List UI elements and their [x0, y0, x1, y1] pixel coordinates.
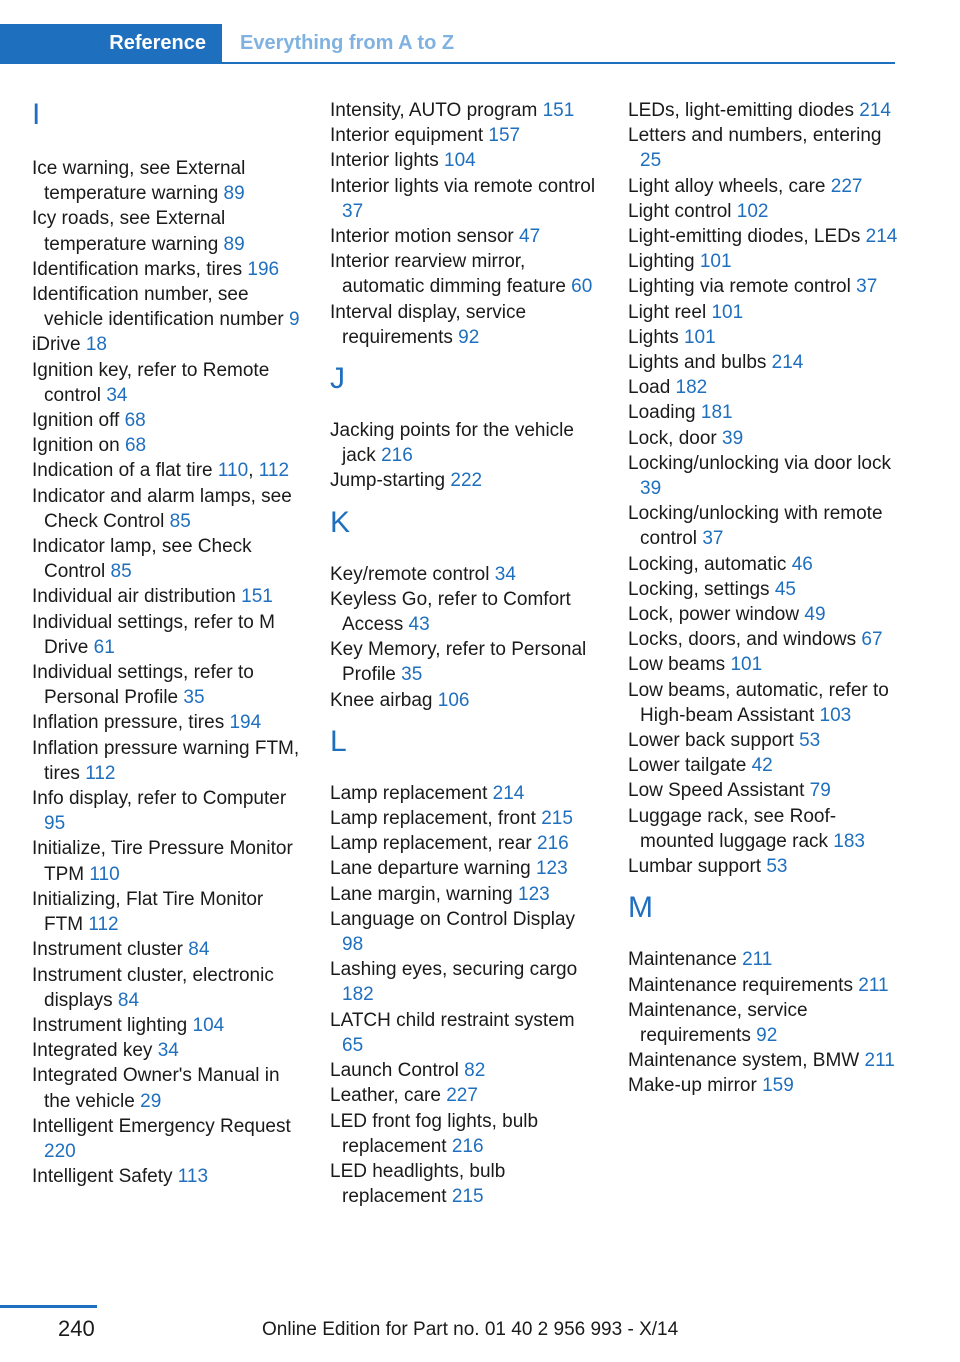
index-entry [330, 856, 600, 881]
index-entry-term: Lamp replacement, rear [330, 833, 537, 855]
index-entry [628, 998, 898, 1048]
index-entry [32, 1164, 302, 1189]
index-entry [330, 562, 600, 587]
page-link[interactable]: 104 [192, 1014, 225, 1036]
index-entry [330, 882, 600, 907]
chapter-tab[interactable] [240, 24, 454, 62]
index-letter-heading: J [330, 362, 345, 396]
index-entry [628, 1073, 898, 1098]
index-entry-term: Leather, care [330, 1085, 447, 1107]
page-link[interactable]: 104 [444, 150, 476, 172]
footer-rule [0, 1305, 97, 1308]
page-link[interactable]: 65 [342, 1034, 364, 1056]
page-link[interactable]: 157 [488, 125, 521, 147]
page-link[interactable]: 39 [640, 478, 662, 500]
page-link[interactable]: 216 [537, 833, 569, 855]
index-entry-term: Lamp replacement [330, 782, 493, 804]
page-link[interactable]: 227 [446, 1085, 478, 1107]
index-entry [628, 400, 898, 425]
page-separator: , [248, 460, 259, 482]
page-link[interactable]: 222 [450, 470, 483, 492]
index-entry-term: Lock, power window [628, 604, 805, 626]
edition-footer: Online Edition for Part no. 01 40 2 956 993 - X/14 [262, 1319, 679, 1340]
index-entry-term: Lumbar support [628, 856, 767, 878]
page-link[interactable]: 151 [241, 586, 273, 608]
page-link[interactable]: 92 [756, 1024, 778, 1046]
page-link[interactable]: 29 [140, 1090, 162, 1112]
index-entry-term: Light reel [628, 301, 712, 323]
index-letter-heading: K [330, 505, 351, 539]
index-entry [330, 907, 600, 957]
index-entry [330, 1109, 600, 1159]
index-entry-term: Interior equipment [330, 125, 489, 147]
index-entry-term: Intelligent Emergency Request [32, 1115, 291, 1137]
index-entry-term: Locking/unlocking via door lock [628, 452, 891, 474]
index-entry [330, 957, 600, 1007]
index-entry [32, 332, 302, 357]
page-link[interactable]: 101 [683, 326, 716, 348]
index-entry-term: Initialize, Tire Pressure Monitor TPM [32, 838, 293, 885]
page-link[interactable]: 181 [700, 402, 733, 424]
page-link[interactable]: 151 [542, 100, 575, 121]
page-link[interactable]: 183 [833, 830, 865, 852]
index-entry-term: Light-emitting diodes, LEDs [628, 226, 866, 248]
index-entry [330, 249, 600, 299]
index-entry-term: LED headlights, bulb replacement [330, 1160, 506, 1208]
page-link[interactable]: 53 [799, 730, 821, 752]
index-entry [32, 610, 302, 660]
index-entry-term: iDrive [32, 334, 86, 356]
page-link[interactable]: 113 [177, 1166, 209, 1188]
page-link[interactable]: 211 [864, 1050, 895, 1072]
index-entry-term: Indicator lamp, see Check Control [32, 536, 252, 583]
index-entry [32, 660, 302, 710]
index-entry-term: Language on Control Display [330, 908, 576, 930]
index-entry [330, 98, 600, 123]
chapter-label: Everything from A to Z [240, 32, 455, 54]
page-link[interactable]: 46 [791, 553, 813, 575]
index-entry [32, 534, 302, 584]
page-link[interactable]: 227 [830, 175, 863, 197]
page-link[interactable]: 45 [774, 578, 796, 600]
page-link[interactable]: 112 [88, 914, 119, 936]
page-link[interactable]: 123 [518, 883, 550, 905]
index-entry-term: Instrument lighting [32, 1014, 193, 1036]
index-entry-term: Interior lights [330, 150, 445, 172]
index-entry [330, 1058, 600, 1083]
index-entry [330, 224, 600, 249]
page-link[interactable]: 196 [247, 258, 280, 280]
page-link[interactable]: 34 [157, 1040, 179, 1062]
index-entry-term: Individual settings, refer to Personal Profile [32, 662, 254, 709]
index-entry-term: Individual settings, refer to M Drive [32, 611, 275, 658]
header-bar [0, 24, 895, 64]
page-number: 240 [58, 1316, 95, 1341]
page-link[interactable]: 215 [541, 808, 573, 830]
index-letter-heading: L [330, 724, 347, 758]
section-tab[interactable] [0, 24, 222, 62]
index-entry [628, 577, 898, 602]
index-entry-term: Jump-starting [330, 470, 451, 492]
index-entry-term: Integrated Owner's Manual in the vehicle [32, 1065, 280, 1112]
page-link[interactable]: 68 [124, 410, 146, 432]
index-column-2 [330, 98, 600, 1209]
page-link[interactable]: 214 [859, 100, 891, 121]
index-entry [32, 584, 302, 609]
index-entry-term: Lane departure warning [330, 858, 536, 880]
page-link[interactable]: 215 [451, 1186, 484, 1208]
index-entry [32, 1038, 302, 1063]
index-entry [330, 300, 600, 350]
index-entry-term: Icy roads, see External temperature warning [32, 208, 226, 255]
page-link[interactable]: 67 [861, 629, 883, 651]
index-letter-heading: M [628, 891, 653, 925]
page-link[interactable]: 89 [223, 233, 245, 255]
index-entry-term: Key Memory, refer to Personal Profile [330, 639, 587, 686]
index-entry [628, 274, 898, 299]
page-link[interactable]: 39 [722, 427, 744, 449]
index-entry-term: Launch Control [330, 1060, 465, 1082]
index-entry-term: LED front fog lights, bulb replacement [330, 1110, 539, 1157]
index-entry [32, 736, 302, 786]
page-link[interactable]: 84 [117, 989, 140, 1011]
page-link[interactable]: 18 [85, 334, 107, 356]
index-entry-term: Lock, door [628, 427, 722, 449]
index-entry-term: Maintenance system, BMW [628, 1050, 865, 1072]
index-entry [628, 804, 898, 854]
index-entry [32, 433, 302, 458]
index-entry-term: Lashing eyes, securing cargo [330, 959, 578, 981]
index-entry [330, 831, 600, 856]
index-entry [628, 325, 898, 350]
index-entry-term: Maintenance [628, 949, 743, 971]
index-entry [32, 1114, 302, 1164]
page-link[interactable]: 101 [699, 251, 732, 273]
index-entry [628, 300, 898, 325]
index-entry-term: Interior rearview mirror, automatic dimming feature [330, 251, 572, 298]
index-entry-term: Maintenance, service requirements [628, 999, 808, 1046]
index-entry-term: Key/remote control [330, 563, 495, 585]
index-entry-term: Integrated key [32, 1040, 158, 1062]
index-entry [330, 1083, 600, 1108]
page-link[interactable]: 68 [124, 435, 147, 457]
page-link[interactable]: 34 [106, 384, 128, 406]
page-link[interactable]: 95 [44, 813, 66, 835]
index-entry [330, 418, 600, 468]
index-entry-term: Luggage rack, see Roof-mounted luggage rack [628, 805, 837, 852]
page-link[interactable]: 112 [85, 762, 116, 784]
index-entry [628, 678, 898, 728]
index-entry-term: Loading [628, 402, 701, 424]
index-entry-term: Instrument cluster [32, 939, 189, 961]
index-entry [330, 806, 600, 831]
index-entry-term: Info display, refer to Computer [32, 788, 287, 810]
index-entry [628, 602, 898, 627]
index-entry-term: Lower tailgate [628, 755, 752, 777]
index-entry [330, 1159, 600, 1209]
index-entry-term: Locking/unlocking with remote control [628, 503, 883, 550]
index-entry [330, 468, 600, 493]
page-link[interactable]: 85 [110, 561, 132, 583]
index-entry [32, 484, 302, 534]
index-entry [330, 1008, 600, 1058]
index-entry-term: Lower back support [628, 730, 800, 752]
page-link[interactable]: 182 [675, 377, 708, 399]
index-entry [32, 836, 302, 886]
index-entry-term: Instrument cluster, electronic displays [32, 964, 274, 1011]
page-link[interactable]: 43 [408, 614, 430, 636]
index-entry [32, 358, 302, 408]
page-link[interactable]: 112 [258, 460, 290, 482]
index-entry-term: Load [628, 377, 676, 399]
page-link[interactable]: 79 [809, 780, 831, 802]
index-entry-term: Ignition key, refer to Remote control [32, 359, 270, 406]
page-link[interactable]: 37 [702, 528, 724, 550]
index-entry-term: Inflation pressure, tires [32, 712, 230, 734]
index-entry-term: Ice warning, see External temperature warning [32, 158, 246, 205]
index-entry [330, 123, 600, 148]
page-link[interactable]: 25 [640, 150, 662, 172]
index-entry [628, 973, 898, 998]
index-entry-term: Initializing, Flat Tire Monitor FTM [32, 888, 264, 936]
index-entry-term: Locking, automatic [628, 553, 792, 575]
page-link[interactable]: 42 [751, 755, 773, 777]
page-link[interactable]: 211 [858, 974, 889, 996]
index-entry-term: Locks, doors, and windows [628, 629, 862, 651]
index-entry [628, 1048, 898, 1073]
index-entry [628, 249, 898, 274]
index-entry [32, 786, 302, 836]
index-entry-term: Light control [628, 200, 737, 222]
index-entry-term: Lane margin, warning [330, 883, 518, 905]
index-entry-term: Low beams [628, 654, 731, 676]
index-entry-term: Keyless Go, refer to Comfort Access [330, 588, 571, 636]
index-entry [330, 587, 600, 637]
index-entry [628, 375, 898, 400]
page-link[interactable]: 220 [44, 1140, 76, 1162]
page-link[interactable]: 102 [736, 200, 769, 222]
page-link[interactable]: 101 [711, 301, 744, 323]
index-entry-term: Lighting [628, 251, 700, 273]
index-entry-term: Intensity, AUTO program [330, 100, 543, 121]
index-entry [32, 710, 302, 735]
index-entry [32, 963, 302, 1013]
index-entry-term: LATCH child restraint system [330, 1009, 575, 1031]
index-entry [628, 947, 898, 972]
page-link[interactable]: 84 [188, 939, 210, 961]
index-entry [628, 627, 898, 652]
page-link[interactable]: 9 [289, 309, 300, 331]
index-entry [628, 451, 898, 501]
page-link[interactable]: 98 [342, 934, 364, 956]
page-link[interactable]: 101 [730, 654, 763, 676]
index-entry [628, 854, 898, 879]
page-link[interactable]: 37 [342, 200, 364, 222]
page-link[interactable]: 214 [865, 226, 898, 248]
index-entry-term: Interior motion sensor [330, 226, 520, 248]
page-link[interactable]: 103 [819, 704, 852, 726]
page-link[interactable]: 35 [183, 687, 205, 709]
index-entry [628, 552, 898, 577]
page-link[interactable]: 89 [223, 183, 245, 205]
page-link[interactable]: 85 [169, 510, 191, 532]
page-link[interactable]: 37 [856, 276, 878, 298]
index-entry-term: Individual air distribution [32, 586, 242, 608]
index-entry-term: Jacking points for the vehicle jack [330, 420, 574, 467]
index-entry-term: Ignition off [32, 410, 125, 432]
page-link[interactable]: 35 [401, 664, 423, 686]
index-entry [32, 1063, 302, 1113]
index-entry [32, 282, 302, 332]
index-entry-term: Maintenance requirements [628, 974, 859, 996]
page-link[interactable]: 53 [766, 856, 788, 878]
index-entry-term: Inflation pressure warning FTM, tires [32, 737, 300, 784]
page-link[interactable]: 214 [492, 782, 525, 804]
index-entry [628, 501, 898, 551]
index-column-3 [628, 98, 898, 1099]
index-entry-term: Lighting via remote control [628, 276, 857, 298]
index-entry-term: Interior lights via remote control [330, 175, 596, 197]
page-link[interactable]: 123 [535, 858, 568, 880]
page-link[interactable]: 214 [771, 352, 804, 374]
index-entry [32, 937, 302, 962]
index-entry [628, 224, 898, 249]
index-entry [628, 426, 898, 451]
index-entry [330, 781, 600, 806]
index-entry-term: Identification number, see vehicle identification number [32, 284, 290, 331]
index-entry [32, 206, 302, 256]
index-entry [32, 887, 302, 937]
index-entry [628, 728, 898, 753]
index-entry-term: Identification marks, tires [32, 258, 248, 280]
index-entry [628, 199, 898, 224]
index-entry-term: Lamp replacement, front [330, 808, 542, 830]
page-link[interactable]: 61 [93, 636, 115, 658]
index-entry [628, 652, 898, 677]
page-link[interactable]: 34 [494, 563, 516, 585]
index-entry [628, 350, 898, 375]
index-entry [330, 688, 600, 713]
index-entry-term: Locking, settings [628, 578, 775, 600]
index-entry [32, 1013, 302, 1038]
index-entry [330, 148, 600, 173]
index-entry [32, 408, 302, 433]
index-entry-term: LEDs, light-emitting diodes [628, 100, 860, 121]
index-entry [330, 637, 600, 687]
index-entry-term: Indication of a flat tire [32, 460, 218, 482]
index-entry-term: Interval display, service requirements [330, 301, 527, 348]
index-entry-term: Low Speed Assistant [628, 780, 810, 802]
page-link[interactable]: 110 [217, 460, 249, 482]
index-entry-term: Indicator and alarm lamps, see Check Control [32, 485, 292, 532]
index-entry-term: Lights [628, 326, 684, 348]
index-entry-term: Low beams, automatic, refer to High-beam Assistant [628, 679, 889, 726]
page-link[interactable]: 47 [519, 226, 541, 248]
page-link[interactable]: 194 [229, 712, 262, 734]
index-entry [330, 174, 600, 224]
page-link[interactable]: 92 [458, 326, 480, 348]
index-entry [628, 753, 898, 778]
page-link[interactable]: 82 [464, 1060, 486, 1082]
page-link[interactable]: 110 [89, 863, 120, 885]
index-entry-term: Intelligent Safety [32, 1166, 178, 1188]
page-link[interactable]: 60 [571, 276, 593, 298]
index-entry [628, 174, 898, 199]
index-entry [628, 778, 898, 803]
index-entry [32, 458, 302, 483]
section-label: Reference [109, 31, 206, 54]
index-letter-heading: I [32, 98, 41, 131]
index-entry-term: Knee airbag [330, 689, 438, 711]
page-link[interactable]: 106 [437, 689, 470, 711]
page-link[interactable]: 182 [342, 984, 374, 1006]
page-link[interactable]: 216 [381, 445, 413, 467]
index-entry-term: Ignition on [32, 435, 125, 457]
index-entry-term: Lights and bulbs [628, 352, 772, 374]
index-column-1 [32, 98, 302, 1189]
page-link[interactable]: 49 [804, 604, 826, 626]
index-entry [32, 156, 302, 206]
index-entry-term: Make-up mirror [628, 1075, 763, 1097]
index-entry-term: Letters and numbers, entering [628, 125, 882, 147]
page-link[interactable]: 211 [742, 949, 773, 971]
index-entry [32, 257, 302, 282]
index-entry-term: Light alloy wheels, care [628, 175, 831, 197]
page-link[interactable]: 216 [451, 1135, 484, 1157]
index-entry [628, 123, 898, 173]
index-entry [628, 98, 898, 123]
page-link[interactable]: 159 [762, 1075, 794, 1097]
